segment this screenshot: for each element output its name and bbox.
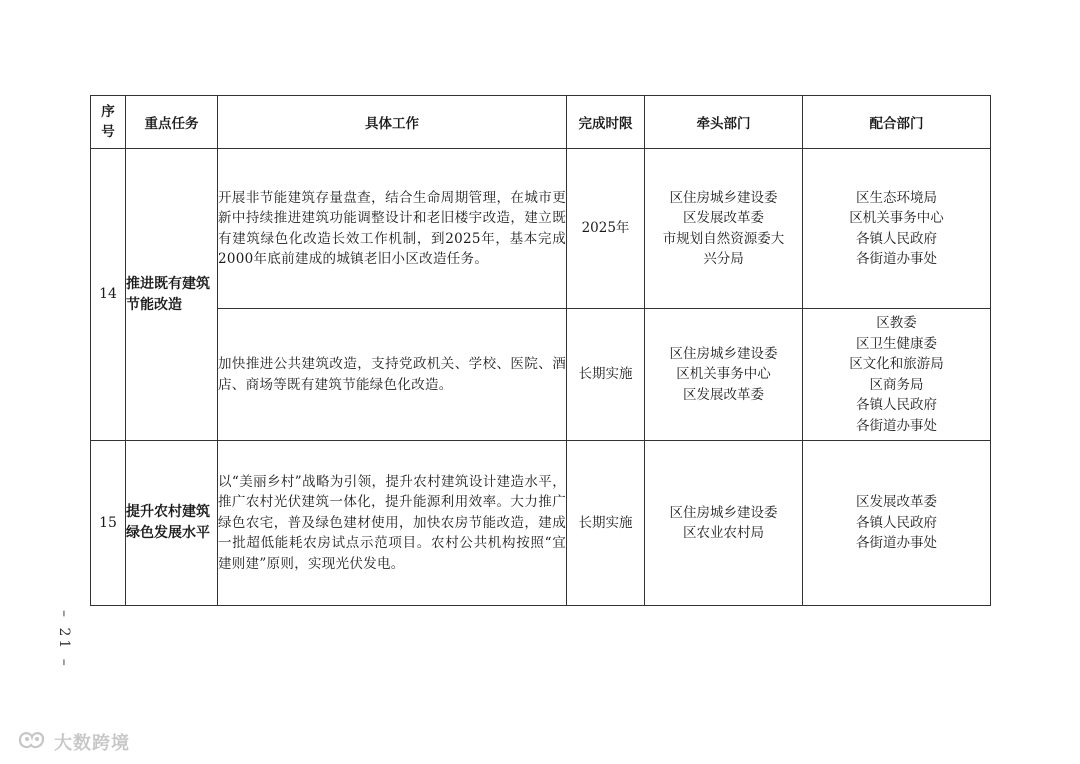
header-coop-dept: 配合部门 — [803, 96, 991, 149]
row-coop-dept: 区发展改革委 各镇人民政府 各街道办事处 — [803, 441, 991, 606]
row-lead-dept: 区住房城乡建设委 区农业农村局 — [645, 441, 803, 606]
header-work: 具体工作 — [218, 96, 567, 149]
row-work — [218, 149, 567, 309]
header-task: 重点任务 — [126, 96, 218, 149]
row-deadline: 长期实施 — [567, 309, 645, 441]
row-lead-dept: 区住房城乡建设委 区机关事务中心 区发展改革委 — [645, 309, 803, 441]
row-task: 推进既有建筑节能改造 — [126, 149, 218, 441]
row-work — [218, 309, 567, 441]
row-lead-dept: 区住房城乡建设委 区发展改革委 市规划自然资源委大 兴分局 — [645, 149, 803, 309]
table-row — [91, 309, 991, 441]
header-deadline: 完成时限 — [567, 96, 645, 149]
row-deadline: 长期实施 — [567, 441, 645, 606]
row-coop-dept: 区生态环境局 区机关事务中心 各镇人民政府 各街道办事处 — [803, 149, 991, 309]
row-task: 提升农村建筑绿色发展水平 — [126, 441, 218, 606]
watermark — [14, 726, 130, 758]
row-coop-dept: 区教委 区卫生健康委 区文化和旅游局 区商务局 各镇人民政府 各街道办事处 — [803, 309, 991, 441]
row-seq: 14 — [91, 149, 126, 441]
page-number: – 21 – — [56, 609, 72, 669]
table-row — [91, 441, 991, 606]
header-seq: 序 号 — [91, 96, 126, 149]
watermark-text: 大数跨境 — [54, 733, 130, 754]
row-seq: 15 — [91, 441, 126, 606]
row-deadline: 2025年 — [567, 149, 645, 309]
row-work — [218, 441, 567, 606]
table-row — [91, 149, 991, 309]
work-text: 开展非节能建筑存量盘查，结合生命周期管理，在城市更新中持续推进建筑功能调整设计和老旧楼宇改造，建立既有建筑绿色化改造长效工作机制，到2025年，基本完成2000年底前建成的城镇老旧小区改造任务。 — [218, 189, 566, 267]
brand-logo-icon — [14, 727, 48, 757]
work-text: 以“美丽乡村”战略为引领，提升农村建筑设计建造水平，推广农村光伏建筑一体化，提升能源利用效率。大力推广绿色农宅，普及绿色建材使用，加快农房节能改造，建成一批超低能耗农房试点示范项目。农村公共机构按照“宜建则建”原则，实现光伏发电。 — [218, 473, 566, 572]
table-header-row — [91, 96, 991, 149]
work-text: 加快推进公共建筑改造，支持党政机关、学校、医院、酒店、商场等既有建筑节能绿色化改造。 — [218, 356, 566, 393]
policy-task-table — [90, 95, 991, 606]
header-lead-dept: 牵头部门 — [645, 96, 803, 149]
